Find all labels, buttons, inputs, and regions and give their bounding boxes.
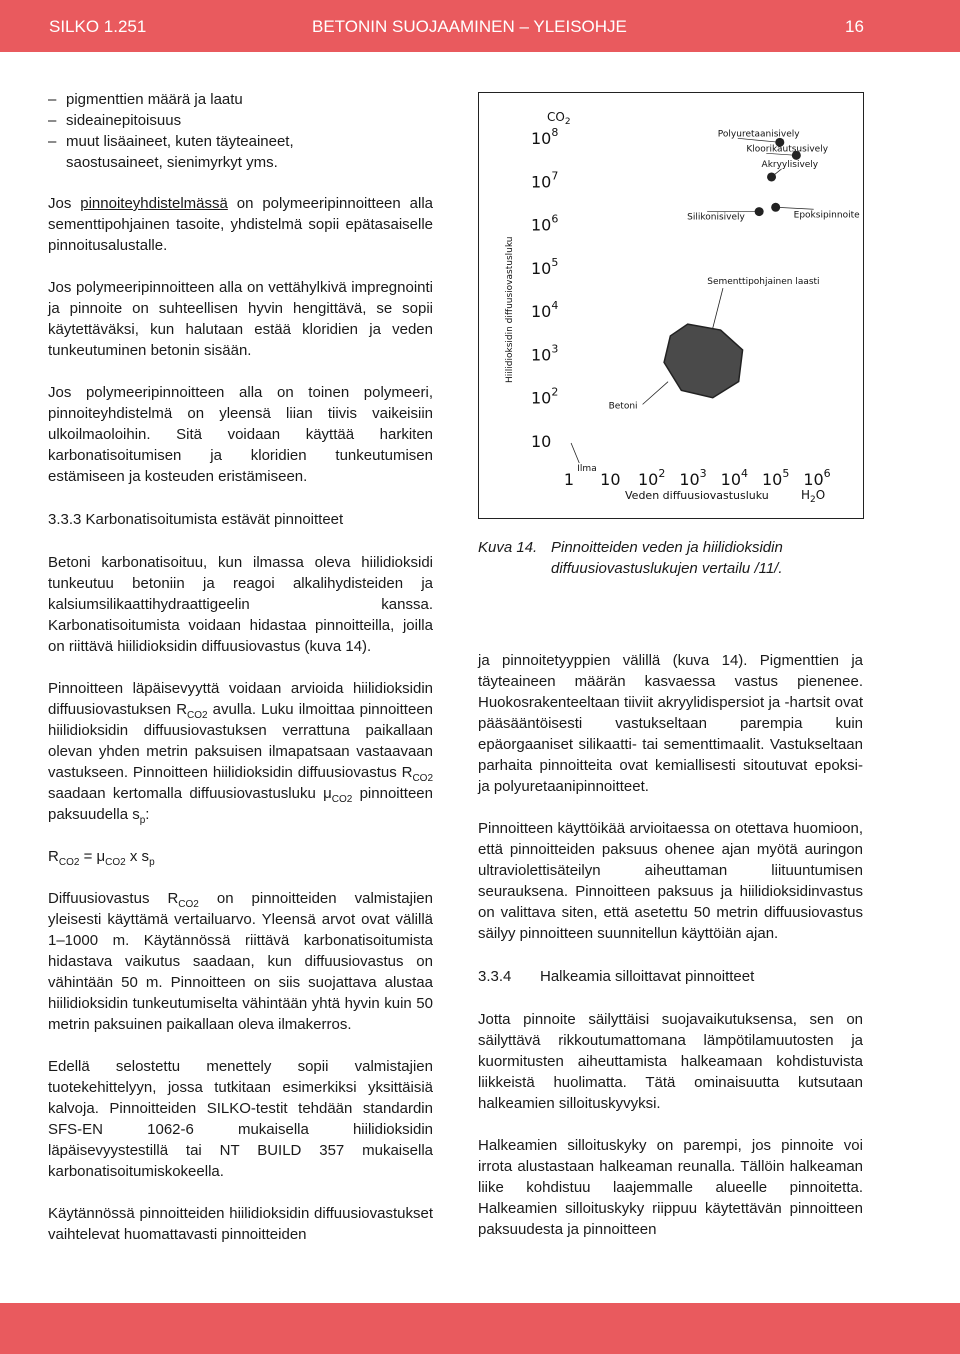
paragraph bbox=[48, 888, 433, 1035]
paragraph: Edellä selostettu menettely sopii valmistajien tuotekehittelyyn, jossa tutkitaan esimerkiksi yksittäisiä kalvoja. Pinnoitteiden SILKO-testit tehdään standardin SFS-EN 1062-6 mukaisella hiilidioksidin läpäisevyystestillä tai NT BUILD 357 mukaisella karbonatisoitumiskokeella. bbox=[48, 1058, 433, 1180]
document-title: BETONIN SUOJAAMINEN – YLEISOHJE bbox=[312, 17, 627, 36]
paragraph: Käytännössä pinnoitteiden hiilidioksidin diffuusiovastukset vaihtelevat huomattavasti pinnoitteiden bbox=[48, 1205, 433, 1243]
concrete-leader bbox=[643, 382, 668, 405]
text-run: Jos bbox=[48, 195, 81, 212]
x-unit-label: $H_2O$ bbox=[801, 488, 826, 505]
paragraph: Betoni karbonatisoituu, kun ilmassa oleva hiilidioksidi tunkeutuu betoniin ja reagoi alkalihydisteiden ja kalsiumsilikaattihydraattigeelin kanssa. Karbonatisoitumista voidaan hidastaa pinnoitteilla, joilla on riittävä hiilidioksidin diffuusiovastus (kuva 14). bbox=[48, 554, 433, 655]
section-number: 3.3.4 bbox=[478, 968, 512, 985]
text-run: Pinnoitteen läpäisevyyttä voidaan arvioida hiilidioksidin diffuusiovastuksen R bbox=[48, 680, 433, 718]
caption-text: Pinnoitteiden veden ja hiilidioksidin diffuusiovastuslukujen vertailu /11/. bbox=[551, 539, 783, 577]
figure-frame bbox=[478, 92, 864, 519]
x-tick-label: $10^3$ bbox=[679, 467, 707, 489]
section-heading: 3.3.3 Karbonatisoitumista estävät pinnoitteet bbox=[48, 511, 344, 528]
air-leader bbox=[571, 443, 579, 463]
subscript: CO2 bbox=[187, 710, 208, 721]
y-tick-label: $10^7$ bbox=[531, 169, 559, 192]
paragraph: Jos polymeeripinnoitteen alla on vettähylkivä impregnointi ja pinnoite on suhteellisen hyvin hengittävä, se sopii käytettäväksi, kun halutaan estää kloridien ja veden tunkeutuminen betonin sisään. bbox=[48, 279, 433, 359]
y-tick-label: $10^6$ bbox=[531, 212, 559, 235]
diffusion-chart bbox=[479, 93, 863, 518]
paragraph: Jos polymeeripinnoitteen alla on toinen polymeeri, pinnoiteyhdistelmä on yleensä liian tiivis vaikeisiin ulkoilmaoloihin. Sitä voidaan käyttää harkiten karbonatisoitumisen ja kloridien tunkeutumisen estämiseen ja kosteuden eristämiseen. bbox=[48, 384, 433, 485]
subscript: p bbox=[149, 857, 155, 868]
text-run: pinnoitteen paksuudella s bbox=[48, 785, 433, 823]
figure-caption bbox=[478, 537, 878, 577]
cement-mortar-leader bbox=[713, 288, 723, 328]
x-axis-label: Veden diffuusiovastusluku bbox=[625, 489, 769, 502]
data-point-label: Polyuretaanisively bbox=[717, 129, 800, 140]
y-tick-label: $10^2$ bbox=[531, 385, 559, 408]
cement-mortar-region bbox=[664, 324, 743, 398]
x-tick-label: 1 bbox=[563, 470, 575, 489]
list-item-continuation bbox=[48, 152, 433, 173]
x-tick-label: 10 bbox=[600, 470, 621, 489]
formula-symbol: x s bbox=[125, 848, 150, 865]
y-tick-label: 10 bbox=[531, 432, 552, 451]
data-point-leader bbox=[776, 207, 814, 209]
x-tick-label: $10^2$ bbox=[637, 467, 666, 489]
x-tick-label: $10^6$ bbox=[803, 467, 831, 489]
subscript: CO2 bbox=[178, 899, 199, 910]
series-label: SILKO 1.251 bbox=[49, 17, 147, 36]
list-item: – muut lisäaineet, kuten täyteaineet, bbox=[48, 131, 433, 152]
subscript: CO2 bbox=[58, 857, 80, 868]
text-run: avulla. Luku ilmoittaa pinnoitteen hiilidioksidin diffuusiovastuksen verrattuna paikallaan olevan yhden metrin paksuisen ilmapatsaan vastaavaan vastukseen. Pinnoitteen hiilidioksidin diffuusiovastus R bbox=[48, 701, 434, 781]
air-label: Ilma bbox=[577, 464, 597, 474]
right-column bbox=[478, 650, 863, 1240]
caption-number: Kuva 14. bbox=[478, 539, 538, 556]
list-item: – sideainepitoisuus bbox=[48, 110, 433, 131]
text-run: : bbox=[145, 806, 150, 823]
text-run: on pinnoitteiden valmistajien yleisesti käyttämä vertailuarvo. Yleensä arvot ovat välillä 1–1000 m. Käytännössä riittävä karbonatisoitumista hidastava vaikutus saadaan, kun diffuusiovastus on vähintään 50 m. Pinnoitteen on siis suojattava alustaa hiilidioksidin tunkeutumiselta vähintään yhtä hyvin kuin 50 metrin paksuinen paikallaan oleva ilmakerros. bbox=[48, 890, 433, 1033]
subscript: CO2 bbox=[105, 857, 126, 868]
section-heading bbox=[478, 966, 863, 987]
paragraph bbox=[48, 678, 433, 825]
formula-symbol: = μ bbox=[79, 848, 106, 865]
y-tick-label: $10^3$ bbox=[531, 342, 559, 365]
data-point-label: Epoksipinnoite bbox=[793, 210, 860, 221]
page-header bbox=[0, 0, 960, 52]
subscript: CO2 bbox=[331, 794, 353, 805]
underlined-term: pinnoiteyhdistelmässä bbox=[80, 195, 228, 212]
paragraph: Jotta pinnoite säilyttäisi suojavaikutuksensa, sen on säilyttävä rikkoutumattomana lämpötilamuutosten ja kuormitusten aiheuttamista halkeamaan kohdistuvista liikkeistä huolimatta. Tätä ominaisuutta kutsutaan halkeamien silloituskyvyksi. bbox=[478, 1011, 863, 1112]
x-tick-label: $10^4$ bbox=[720, 467, 749, 489]
text-run: on polymeeripinnoitteen alla sementtipohjainen tasoite, yhdistelmä sopii epätasaiselle pinnoitusalustalle. bbox=[48, 195, 433, 254]
text-run: Diffuusiovastus R bbox=[48, 890, 179, 907]
y-tick-label: $10^4$ bbox=[531, 299, 559, 322]
y-axis-label: Hiilidioksidin diffuusiovastusluku bbox=[505, 236, 515, 383]
data-point bbox=[767, 172, 776, 181]
y-tick-label: $10^8$ bbox=[531, 126, 559, 148]
subscript: p bbox=[139, 815, 146, 826]
paragraph: Pinnoitteen käyttöikää arvioitaessa on otettava huomioon, että pinnoitteiden paksuus ohenee ajan myötä auringon ultraviolettisäteilyn aiheuttaman liituuntumisen seurauksena. Pinnoitteen paksuus ja hiilidioksidinvastus on valittava siten, että asetettu 50 metrin diffuusiovastus säilyy pinnoitteen suunnitellun käyttöiän ajan. bbox=[478, 820, 863, 942]
data-point-label: Kloorikautsusively bbox=[746, 144, 829, 155]
data-point-label: Akryylisively bbox=[761, 159, 819, 170]
left-column bbox=[48, 89, 433, 1245]
formula-symbol: R bbox=[48, 848, 59, 865]
paragraph: Halkeamien silloituskyky on parempi, jos pinnoite voi irrota alustastaan halkeaman reunalla. Tällöin halkeaman liike kohdistuu laajemmalle alueelle pinnoitetta. Halkeamien silloituskyky riippuu käytettävän pinnoitteen paksuudesta ja pinnoitteen bbox=[478, 1137, 863, 1238]
cement-mortar-label: Sementtipohjainen laasti bbox=[707, 277, 820, 288]
paragraph bbox=[48, 193, 433, 256]
list-item: – pigmenttien määrä ja laatu bbox=[48, 89, 433, 110]
factor-list bbox=[48, 89, 433, 173]
data-point-label: Silikonisively bbox=[687, 212, 745, 223]
y-unit-label: $CO_2$ bbox=[547, 110, 571, 127]
concrete-label: Betoni bbox=[608, 401, 638, 412]
paragraph: ja pinnoitetyyppien välillä (kuva 14). Pigmenttien ja täyteaineen määrän kasvaessa vastus pienenee. Huokosrakenteeltaan tiiviit akryylidispersiot ja -hartsit ovat pääsääntöisesti vastukseltaan parempia kuin epäorgaaniset silikaatti- tai sementtimaalit. Vastukseltaan parhaita pinnoitteita ovat kemiallisesti sitoutuvat epoksi- ja polyuretaanipinnoitteet. bbox=[478, 652, 863, 795]
list-continuation-text: saostusaineet, sienimyrkyt yms. bbox=[66, 154, 278, 171]
page-footer-bar bbox=[0, 1303, 960, 1354]
text-run: saadaan kertomalla diffuusiovastusluku μ bbox=[48, 785, 332, 802]
section-title: Halkeamia silloittavat pinnoitteet bbox=[540, 968, 755, 985]
y-tick-label: $10^5$ bbox=[531, 255, 559, 278]
page-number: 16 bbox=[845, 17, 864, 36]
subscript: CO2 bbox=[412, 773, 433, 784]
formula bbox=[48, 846, 433, 867]
x-tick-label: $10^5$ bbox=[761, 467, 790, 489]
